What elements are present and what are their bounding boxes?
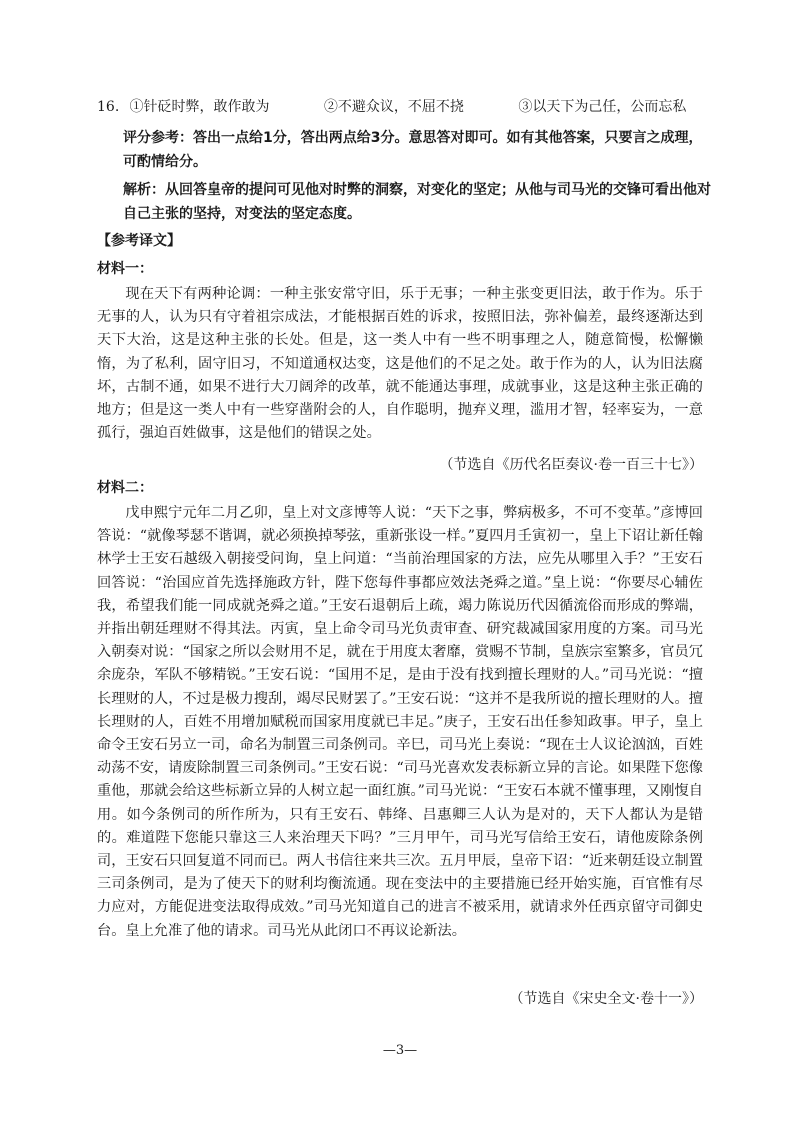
answer-option-1: ①针砭时弊，敢作敢为 (129, 99, 270, 115)
answer-option-3: ③以天下为己任，公而忘私 (518, 99, 687, 115)
material-1-text: 现在天下有两种论调：一种主张安常守旧，乐于无事；一种主张变更旧法，敢于作为。乐于无事的人，认为只有守着祖宗成法，才能根据百姓的诉求，按照旧法，弥补偏差，最终逐渐达到天下大治，这是这种主张的长处。但是，这一类人中有一些不明事理之人，随意简慢，松懈懒惰，为了私利，固守旧习，不知道通权达变，这是他们的不足之处。敢于作为的人，认为旧法腐坏，古制不通，如果不进行大刀阔斧的改革，就不能通达事理，成就事业，这是这种主张正确的地方；但是这一类人中有一些穿凿附会的人，自作聪明，抛弃义理，滥用才智，轻率妄为，一意孤行，强迫百姓做事，这是他们的错误之处。 (97, 286, 703, 442)
question-16-answer (97, 96, 717, 118)
analysis-paragraph: 解析：从回答皇帝的提问可见他对时弊的洞察，对变化的坚定；从他与司马光的交锋可看出他对自己主张的坚持，对变法的坚定态度。 (123, 182, 711, 222)
translation-heading: 【参考译文】 (97, 233, 181, 249)
material-2-text: 戊申熙宁元年二月乙卯，皇上对文彦博等人说：“天下之事，弊病极多，不可不变革。”彦博回答说：“就像琴瑟不谐调，就必须换掉琴弦，重新张设一样。”夏四月壬寅初一，皇上下诏让新任翰林学士王安石越级入朝接受问询，皇上问道：“当前治理国家的方法，应先从哪里入手？”王安石回答说：“治国应首先选择施政方针，陛下您每件事都应效法尧舜之道。”皇上说：“你要尽心辅佐我，希望我们能一同成就尧舜之道。”王安石退朝后上疏，竭力陈说历代因循流俗而形成的弊端，并指出朝廷理财不得其法。丙寅，皇上命令司马光负责审查、研究裁减国家用度的方案。司马光入朝奏对说：“国家之所以会财用不足，就在于用度太奢靡，赏赐不节制，皇族宗室繁多，官员冗余庞杂，军队不够精锐。”王安石说：“国用不足，是由于没有找到擅长理财的人。”司马光说：“擅长理财的人，不过是极力搜刮，竭尽民财罢了。”王安石说：“这并不是我所说的擅长理财的人。擅长理财的人，百姓不用增加赋税而国家用度就已丰足。”庚子，王安石出任参知政事。甲子，皇上命令王安石另立一司，命名为制置三司条例司。辛巳，司马光上奏说：“现在士人议论汹汹，百姓动荡不安，请废除制置三司条例司。”王安石说：“司马光喜欢发表标新立异的言论。如果陛下您像重他，那就会给这些标新立异的人树立起一面红旗。”司马光说：“王安石本就不懂事理，又刚愎自用。如今条例司的所作所为，只有王安石、韩绛、吕惠卿三人认为是对的，天下人都认为是错的。难道陛下您能只靠这三人来治理天下吗？”三月甲午，司马光写信给王安石，请他废除条例司，王安石只回复道不同而已。两人书信往来共三次。五月甲辰，皇帝下诏：“近来朝廷设立制置三司条例司，是为了使天下的财利均衡流通。现在变法中的主要措施已经开始实施，百官惟有尽力应对，方能促进变法取得成效。”司马光知道自己的进言不被采用，就请求外任西京留守司御史台。皇上允准了他的请求。司马光从此闭口不再议论新法。 (97, 505, 703, 939)
page-number: —3— (382, 1043, 418, 1058)
answer-option-2: ②不避众议，不屈不挠 (323, 99, 464, 115)
material-1-source: （节选自《历代名臣奏议·卷一百三十七》） (439, 457, 703, 473)
question-number: 16. (97, 99, 120, 115)
material-1-label: 材料一： (97, 261, 153, 277)
material-2-source: （节选自《宋史全文·卷十一》） (509, 991, 703, 1007)
material-2-label: 材料二： (97, 480, 153, 496)
score-reference: 评分参考：答出一点给1分，答出两点给3分。意思答对即可。如有其他答案，只要言之成理，可酌情给分。 (123, 130, 703, 170)
